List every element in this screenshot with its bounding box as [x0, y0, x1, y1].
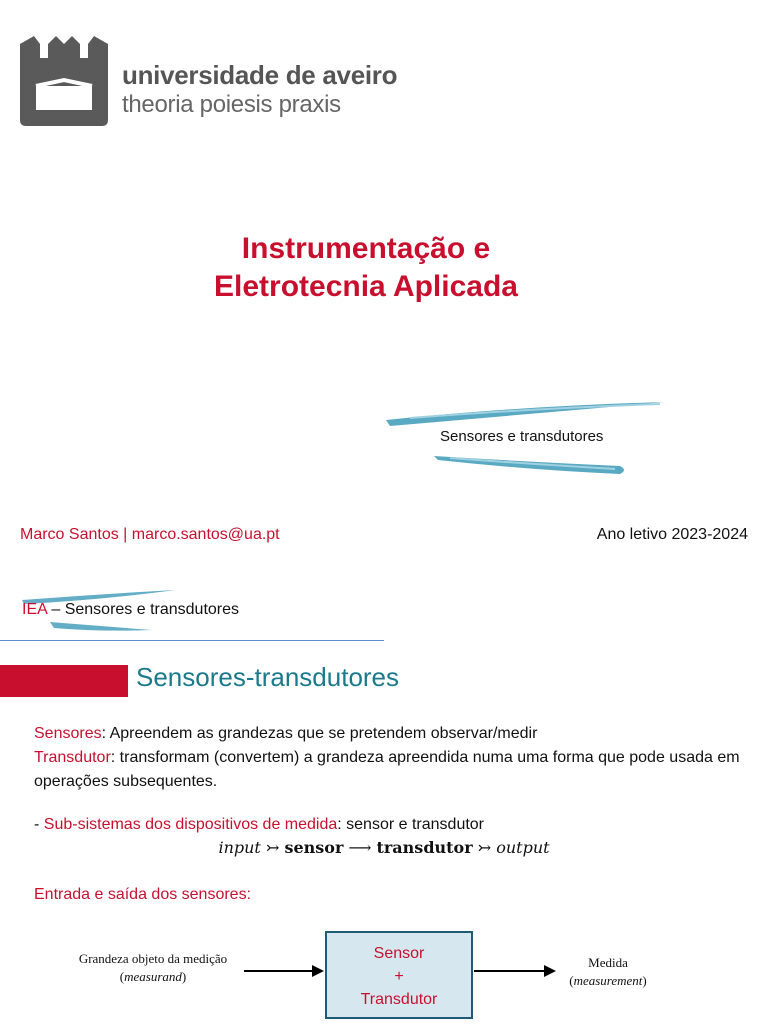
- measurement-term: measurement: [573, 973, 643, 988]
- formula-arrow-1: ↣: [260, 838, 285, 857]
- subsys-rest: : sensor e transdutor: [337, 816, 485, 833]
- transdutor-def: : transformam (convertem) a grandeza apreendida numa uma forma que pode usada em operações subsequentes.: [34, 749, 740, 790]
- measurand-line-1: Grandeza objeto da medição: [78, 951, 228, 966]
- transdutor-term: Transdutor: [34, 749, 111, 766]
- io-heading: Entrada e saída dos sensores:: [34, 886, 252, 903]
- signal-chain-formula: [0, 838, 768, 857]
- academic-year: Ano letivo 2023-2024: [596, 526, 748, 543]
- slide-header: [22, 601, 239, 619]
- title-line-1: Instrumentação e: [241, 232, 491, 265]
- formula-sensor: sensor: [284, 838, 344, 857]
- brush-stroke-top-icon: [380, 398, 670, 432]
- measurand-term: measurand: [124, 969, 182, 984]
- measurement-line-2: (measurement): [569, 973, 647, 988]
- presentation-subtitle: Sensores e transdutores: [440, 428, 604, 445]
- brush-stroke-bottom-icon: [430, 450, 630, 478]
- subsys-term: Sub-sistemas dos dispositivos de medida: [43, 816, 338, 833]
- sensores-definition: [34, 722, 754, 746]
- author-contact: Marco Santos | marco.santos@ua.pt: [20, 526, 280, 543]
- subsys-dash: -: [34, 816, 44, 833]
- formula-arrow-2: ⟶: [343, 838, 377, 857]
- sensor-transducer-box: [325, 931, 473, 1019]
- university-logo-icon: [20, 36, 108, 126]
- university-motto: theoria poiesis praxis: [122, 91, 341, 118]
- title-line-2: Eletrotecnia Aplicada: [214, 270, 518, 303]
- measurement-label: [540, 954, 676, 990]
- formula-output: output: [496, 838, 550, 857]
- header-divider: [0, 640, 384, 641]
- formula-transdutor: transdutor: [376, 838, 473, 857]
- box-line-1: Sensor: [373, 945, 425, 962]
- measurement-line-1: Medida: [588, 955, 628, 970]
- transdutor-definition: [34, 746, 754, 794]
- section-accent-bar: [0, 665, 128, 697]
- sensores-term: Sensores: [34, 725, 102, 742]
- measurand-line-2: (measurand): [119, 969, 187, 984]
- presentation-title: [0, 230, 732, 306]
- subsystems-line: [34, 816, 484, 834]
- formula-arrow-3: ↣: [472, 838, 497, 857]
- sensores-def: : Apreendem as grandezas que se pretendem observar/medir: [101, 725, 538, 742]
- course-tag: IEA: [22, 601, 47, 618]
- measurand-label: [40, 950, 266, 986]
- box-line-3: Transdutor: [360, 991, 438, 1008]
- section-title: Sensores-transdutores: [136, 662, 400, 692]
- university-name: universidade de aveiro: [122, 60, 398, 90]
- definitions-text: [34, 722, 754, 794]
- slide-header-text: – Sensores e transdutores: [46, 601, 240, 618]
- formula-input: input: [218, 838, 261, 857]
- box-line-2: +: [394, 968, 404, 985]
